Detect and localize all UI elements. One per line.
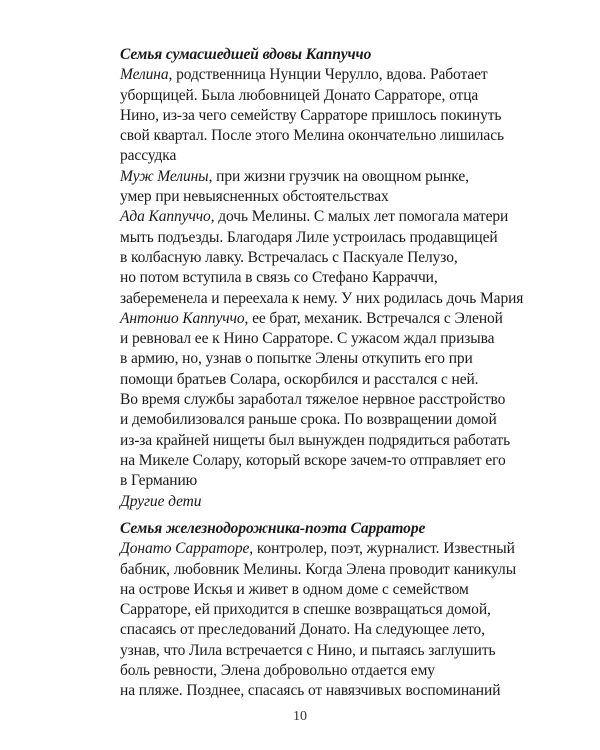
text-line: спасаясь от преследований Донато. На следующее лето,: [120, 621, 485, 639]
text-line: Донато Сарраторе, контролер, поэт, журналист. Известный: [120, 540, 515, 558]
character-name: Мелина,: [120, 66, 173, 84]
text-line: на Микеле Солару, который вскоре зачем-то отправляет его: [120, 451, 506, 469]
text-line: Ада Каппуччо, дочь Мелины. С малых лет помогала матери: [120, 208, 509, 226]
section-cappuccio-family: [120, 45, 524, 512]
text-line: мыть подъезды. Благодаря Лиле устроилась продавщицей: [120, 228, 498, 246]
text-line: в колбасную лавку. Встречалась с Паскуале Пелузо,: [120, 248, 458, 266]
text-line: бабник, любовник Мелины. Когда Элена проводит каникулы: [120, 560, 517, 578]
text-line: из-за крайней нищеты был вынужден подрядиться работать: [120, 431, 511, 449]
section-heading: Семья сумасшедшей вдовы Каппуччо: [120, 46, 372, 63]
text-line: на острове Искья и живет в одном доме с семейством: [120, 580, 469, 598]
text-line: на пляже. Позднее, спасаясь от навязчивых воспоминаний: [120, 682, 501, 700]
text-line: Во время службы заработал тяжелое нервное расстройство: [120, 391, 506, 409]
text-line: Сарраторе, ей приходится в спешке возвращаться домой,: [120, 601, 491, 619]
section-heading: Семья железнодорожника-поэта Сарраторе: [120, 520, 426, 537]
character-name: Другие дети: [120, 492, 202, 510]
text-line: умер при невыясненных обстоятельствах: [120, 188, 389, 206]
character-name: Антонио Каппуччо: [120, 309, 245, 327]
character-name: Муж Мелины: [120, 167, 209, 185]
text-line: помощи братьев Солара, оскорбился и расстался с ней.: [120, 370, 479, 388]
text-line: Муж Мелины, при жизни грузчик на овощном рынке,: [120, 167, 469, 185]
text-line: уборщицей. Была любовницей Донато Сарраторе, отца: [120, 86, 479, 104]
character-name: Донато Сарраторе,: [120, 540, 254, 558]
text-line: и ревновал ее к Нино Сарраторе. С ужасом ждал призыва: [120, 330, 495, 348]
section-sarratore-family: [120, 519, 520, 702]
text-line: [120, 492, 520, 512]
page-number: 10: [293, 709, 307, 724]
text-line: Нино, из-за чего семейству Сарраторе пришлось покинуть: [120, 106, 502, 124]
text-line: свой квартал. После этого Мелина окончательно лишилась: [120, 127, 504, 145]
character-name: Ада Каппуччо: [120, 208, 211, 226]
text-line: Антонио Каппуччо, ее брат, механик. Встречался с Эленой: [120, 309, 503, 327]
text-line: узнав, что Лила встречается с Нино, и пытаясь заглушить: [120, 641, 496, 659]
text-line: в Германию: [120, 472, 198, 490]
text-line: Мелина, родственница Нунции Черулло, вдова. Работает: [120, 66, 488, 84]
text-line: рассудка: [120, 147, 177, 165]
text-line: в армию, но, узнав о попытке Элены откупить его при: [120, 350, 473, 368]
text-line: но потом вступила в связь со Стефано Карраччи,: [120, 269, 438, 287]
text-line: боль ревности, Элена добровольно отдается ему: [120, 662, 435, 680]
text-line: и демобилизовался раньше срока. По возвращении домой: [120, 411, 497, 429]
text-line: забеременела и переехала к нему. У них родилась дочь Мария: [120, 289, 524, 307]
